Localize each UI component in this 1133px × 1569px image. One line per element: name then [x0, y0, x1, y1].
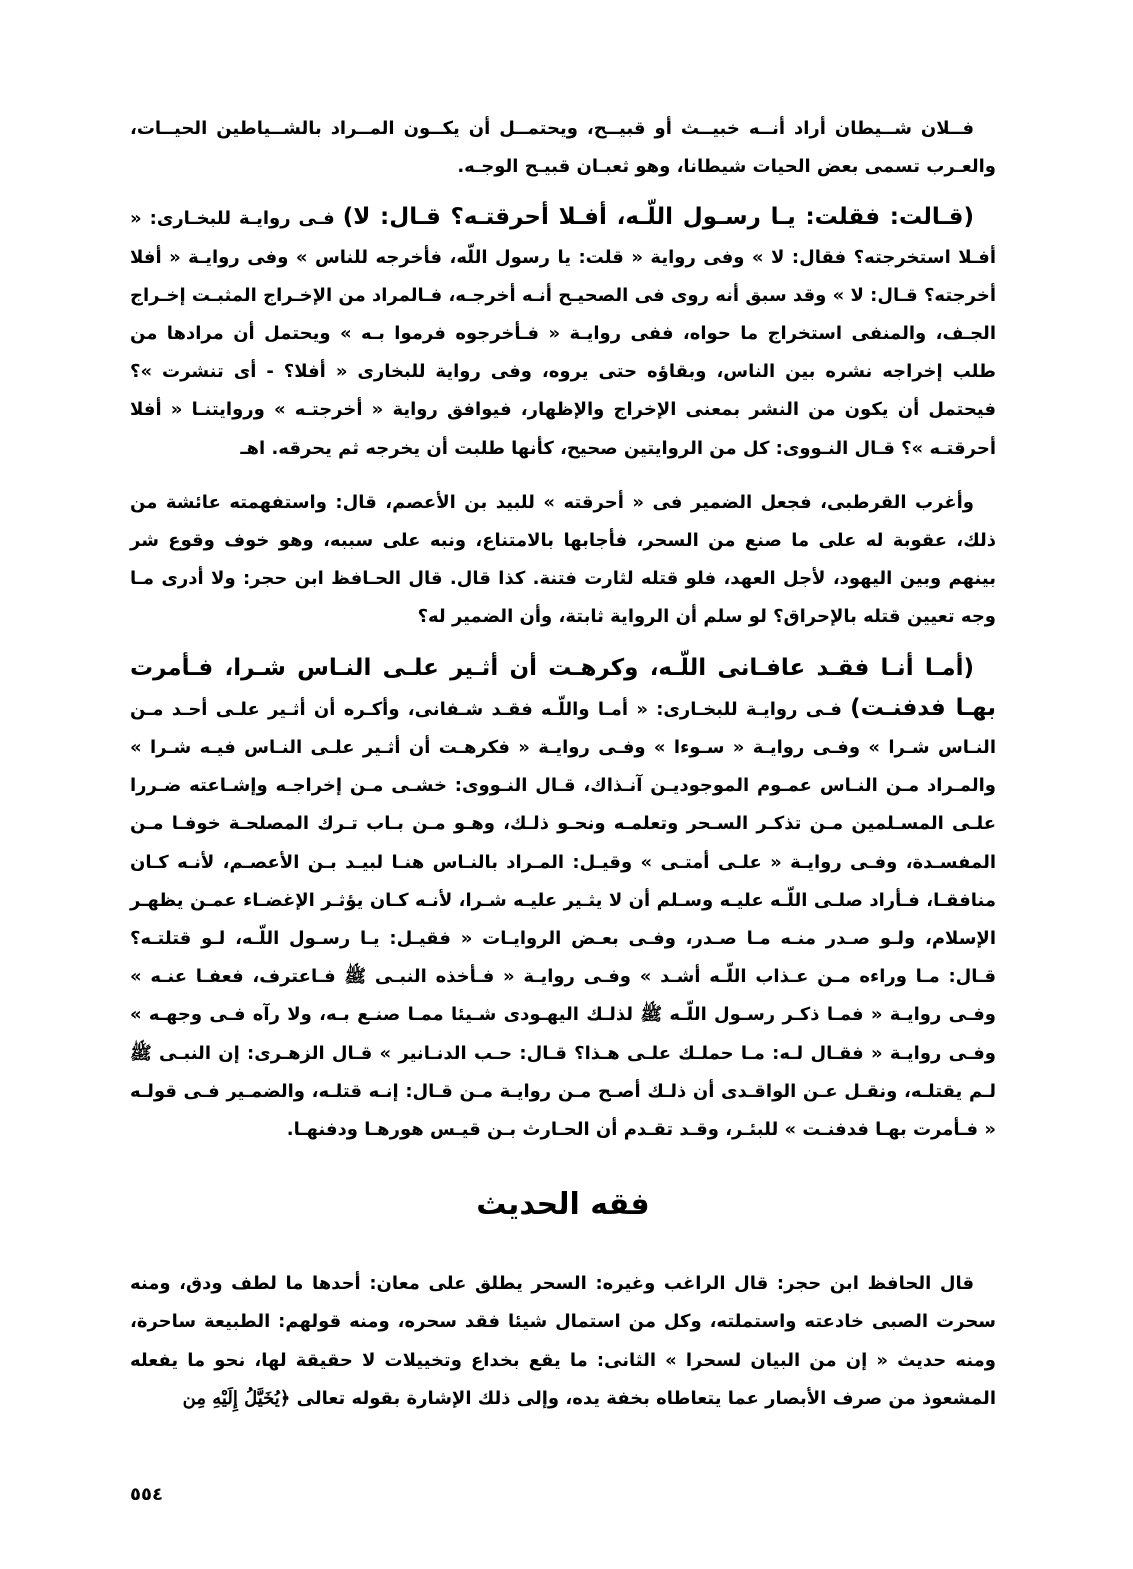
paragraph-3-text: وأغرب القرطبى، فجعل الضمير فى « أحرقته » للبيد بن الأعصم، قال: واستفهمته عائشة من ذلك، عقوبة له على ما صنع من السحر، فأجابها بالامتناع، ونبه على سببه، وهو خوف وقوع شر بينهم وبين اليهود، لأجل العهد، فلو قتله لثارت فتنة. كذا قال. قال الحـافظ ابن حجر: ولا أدرى مـا وجه تعيين قتله بالإحراق؟ لو سلم أن الرواية ثابتة، وأن الضمير له؟: [130, 491, 996, 628]
paragraph-4-lead: (أمـا أنـا فقـد عافـانى اللّـه، وكرهـت أن أثـير علـى النـاس شـرا، فـأمرت بهـا فدفنـت): [130, 654, 996, 721]
fiqh-paragraph: [130, 1265, 996, 1418]
document-page: [130, 108, 996, 1418]
paragraph-1-text: فــلان شــيطان أراد أنــه خبيــث أو قبيــح، ويحتمــل أن يكــون المــراد بالشــياطين الحيــات، والعـرب تسمى بعض الحيات شيطانا، وهو ثعبـان قبيـح الوجـه.: [130, 118, 996, 178]
page-number: ٥٥٤: [130, 1484, 163, 1505]
quran-verse: ﴿يُخَيَّلُ إِلَيْهِ مِن: [182, 1387, 291, 1409]
paragraph-3: [130, 482, 996, 637]
paragraph-4-text: فـى روايـة للبخـارى: « أمـا واللّـه فقـد شـفانى، وأكـره أن أثـير علـى أحـد مـن النـاس شـرا » وفـى روايـة « سـوءا » وفـى روايـة « فكرهـت أن أثـير علـى النـاس فيـه شـرا » والمـراد مـن النـاس عمـوم الموجوديـن آنـذاك، قـال النـووى: خشـى مـن إخراجـه وإشـاعته ضـررا علـى المسـلمين مـن تذكـر السـحر وتعلمـه ونحـو ذلـك، وهـو مـن بـاب تـرك المصلحـة خوفـا مـن المفسـدة، وفـى روايـة « علـى أمتـى » وقيـل: المـراد بالنـاس هنـا لبيـد بـن الأعصـم، لأنـه كـان منافقـا، فـأراد صلـى اللّـه عليـه وسـلم أن لا يثـير عليـه شـرا، لأنـه كـان يؤثـر الإغضـاء عمـن يظهـر الإسلام، ولـو صـدر منـه مـا صـدر، وفـى بعـض الروايـات « فقيـل: يـا رسـول اللّـه، لـو قتلتـه؟ قـال: مـا وراءه مـن عـذاب اللّـه أشـد » وفـى روايـة « فـأخذه النبـى ﷺ فـاعترف، فعفـا عنـه » وفـى روايـة « فمـا ذكـر رسـول اللّـه ﷺ لذلـك اليهـودى شـيئا ممـا صنـع بـه، ولا رآه فـى وجهـه » وفـى روايـة « فقـال لـه: مـا حملـك علـى هـذا؟ قـال: حـب الدنـانير » قـال الزهـرى: إن النبـى ﷺ لـم يقتلـه، ونقـل عـن الواقـدى أن ذلـك أصـح مـن روايـة مـن قـال: إنـه قتلـه، والضمـير فـى قولـه « فـأمرت بهـا فدفنـت » للبئـر، وقـد تقـدم أن الحـارث بـن قيـس هورهـا ودفنهـا.: [130, 698, 996, 1141]
paragraph-2-text: فـى روايـة للبخـارى: « أفـلا استخرجته؟ فقال: لا » وفى رواية « قلت: يا رسول اللّه، فأخرجه للناس » وفى روايـة « أفلا أخرجته؟ قـال: لا » وقد سبق أنه روى فى الصحيـح أنـه أخرجـه، فـالمراد من الإخـراج المثبـت إخـراج الجـف، والمنفى استخراج ما حواه، ففى روايـة « فـأخرجوه فرموا بـه » ويحتمل أن مرادها من طلب إخراجه نشره بين الناس، وبقاؤه حتى يروه، وفى رواية للبخارى « أفلا؟ - أى تنشرت »؟ فيحتمل أن يكون من النشر بمعنى الإخراج والإظهار، فيوافق رواية « أخرجتـه » وروايتنـا « أفلا أحرقتـه »؟ قـال النـووى: كل من الروايتين صحيح، كأنها طلبت أن يخرجه ثم يحرقه. اهـ: [130, 208, 996, 459]
section-title: فقه الحديث: [476, 1187, 650, 1223]
paragraph-2-lead: (قـالت: فقلت: يـا رسـول اللّـه، أفـلا أحرقتـه؟ قـال: لا): [342, 204, 974, 231]
paragraph-1: [130, 108, 996, 186]
paragraph-2: [130, 198, 996, 467]
paragraph-4: [130, 649, 996, 1150]
fiqh-paragraph-text: قال الحافظ ابن حجر: قال الراغب وغيره: السحر يطلق على معان: أحدها ما لطف ودق، ومنه سحرت الصبى خادعته واستملته، وكل من استمال شيئا فقد سحره، ومنه قولهم: الطبيعة ساحرة، ومنه حديث « إن من البيان لسحرا » الثانى: ما يقع بخداع وتخييلات لا حقيقة لها، نحو ما يفعله المشعوذ من صرف الأبصار عما يتعاطاه بخفة يده، وإلى ذلك الإشارة بقوله تعالى: [130, 1273, 996, 1409]
